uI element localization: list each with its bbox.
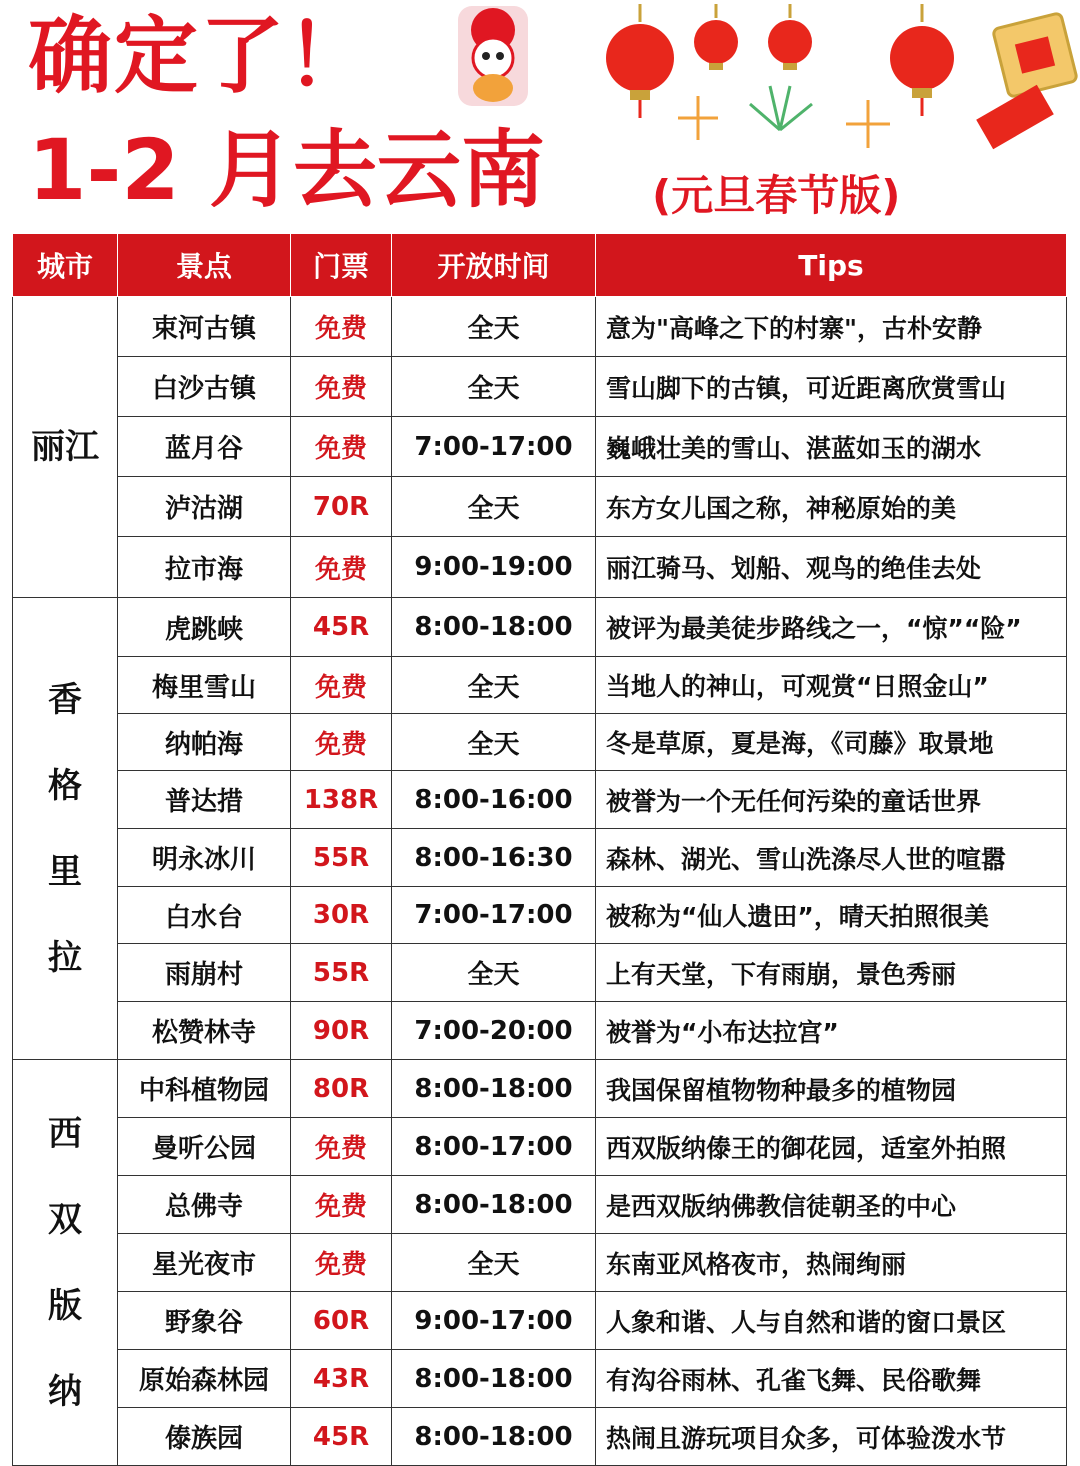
spot-cell: 曼听公园 [118,1118,291,1176]
tip-cell: 西双版纳傣王的御花园，适室外拍照 [596,1118,1067,1176]
table-row [13,598,1067,657]
tip-cell: 当地人的神山，可观赏“日照金山” [596,657,1067,714]
city-cell: 丽江 [13,297,118,598]
spot-cell: 普达措 [118,771,291,829]
ticket-cell: 60R [291,1292,392,1350]
table-row [13,1234,1067,1292]
ticket-cell: 55R [291,829,392,887]
hours-cell: 全天 [392,657,596,714]
table-row [13,1002,1067,1060]
tip-cell: 我国保留植物物种最多的植物园 [596,1060,1067,1118]
ticket-cell: 免费 [291,1234,392,1292]
spot-cell: 纳帕海 [118,714,291,771]
subtitle: (元旦春节版) [652,171,901,220]
ticket-cell: 70R [291,477,392,537]
tip-cell: 有沟谷雨林、孔雀飞舞、民俗歌舞 [596,1350,1067,1408]
hours-cell: 全天 [392,297,596,357]
hours-cell: 8:00-18:00 [392,1060,596,1118]
festive-decoration-illustration [440,0,1080,230]
spot-cell: 明永冰川 [118,829,291,887]
hours-cell: 全天 [392,1234,596,1292]
spot-cell: 泸沽湖 [118,477,291,537]
hours-cell: 8:00-17:00 [392,1118,596,1176]
lantern-icon [694,4,738,70]
hours-cell: 全天 [392,714,596,771]
spot-cell: 虎跳峡 [118,598,291,657]
table-row [13,477,1067,537]
spot-cell: 原始森林园 [118,1350,291,1408]
ticket-cell: 45R [291,1408,392,1466]
tip-cell: 是西双版纳佛教信徒朝圣的中心 [596,1176,1067,1234]
tip-cell: 森林、湖光、雪山洗涤尽人世的喧嚣 [596,829,1067,887]
tip-cell: 丽江骑马、划船、观鸟的绝佳去处 [596,537,1067,598]
spot-cell: 野象谷 [118,1292,291,1350]
ticket-cell: 免费 [291,657,392,714]
spot-cell: 松赞林寺 [118,1002,291,1060]
tip-cell: 人象和谐、人与自然和谐的窗口景区 [596,1292,1067,1350]
ticket-cell: 80R [291,1060,392,1118]
city-cell: 西 双 版 纳 [13,1060,118,1466]
hours-cell: 全天 [392,944,596,1002]
firework-icon [846,100,890,148]
ticket-cell: 免费 [291,714,392,771]
spot-cell: 束河古镇 [118,297,291,357]
lantern-icon [890,4,954,116]
tip-cell: 巍峨壮美的雪山、湛蓝如玉的湖水 [596,417,1067,477]
table-header-row [13,234,1067,297]
tip-cell: 雪山脚下的古镇，可近距离欣赏雪山 [596,357,1067,417]
tip-cell: 意为"高峰之下的村寨"，古朴安静 [596,297,1067,357]
hours-cell: 8:00-16:00 [392,771,596,829]
hours-cell: 8:00-18:00 [392,1350,596,1408]
hours-cell: 8:00-16:30 [392,829,596,887]
table-row [13,357,1067,417]
city-cell: 香 格 里 拉 [13,598,118,1060]
table-row [13,657,1067,714]
palace-lantern-icon [976,13,1077,150]
tip-cell: 被评为最美徒步路线之一，“惊”“险” [596,598,1067,657]
lantern-icon [768,4,812,70]
spot-cell: 白水台 [118,887,291,944]
ticket-cell: 138R [291,771,392,829]
ticket-cell: 免费 [291,297,392,357]
firework-icon [678,96,718,140]
tip-cell: 冬是草原，夏是海，《司藤》取景地 [596,714,1067,771]
ticket-cell: 45R [291,598,392,657]
ticket-cell: 30R [291,887,392,944]
table-row [13,1292,1067,1350]
ticket-cell: 免费 [291,1176,392,1234]
spot-cell: 傣族园 [118,1408,291,1466]
table-row [13,1118,1067,1176]
ticket-cell: 免费 [291,1118,392,1176]
column-header-city: 城市 [13,234,118,297]
table-row [13,771,1067,829]
column-header-ticket: 门票 [291,234,392,297]
hours-cell: 全天 [392,357,596,417]
lion-mascot-icon [458,6,528,106]
spot-cell: 梅里雪山 [118,657,291,714]
table-row [13,297,1067,357]
spot-cell: 雨崩村 [118,944,291,1002]
firework-icon [750,86,812,130]
tip-cell: 被誉为“小布达拉宫” [596,1002,1067,1060]
ticket-cell: 55R [291,944,392,1002]
spot-cell: 蓝月谷 [118,417,291,477]
tip-cell: 东方女儿国之称，神秘原始的美 [596,477,1067,537]
column-header-hours: 开放时间 [392,234,596,297]
hours-cell: 9:00-17:00 [392,1292,596,1350]
table-row [13,944,1067,1002]
spot-cell: 星光夜市 [118,1234,291,1292]
hours-cell: 7:00-17:00 [392,887,596,944]
table-row [13,537,1067,598]
hours-cell: 8:00-18:00 [392,1176,596,1234]
hours-cell: 7:00-20:00 [392,1002,596,1060]
spot-cell: 白沙古镇 [118,357,291,417]
ticket-cell: 免费 [291,537,392,598]
title-line-1: 确定了！ [28,7,373,105]
lantern-icon [606,4,674,118]
spot-cell: 拉市海 [118,537,291,598]
column-header-tips: Tips [596,234,1067,297]
ticket-cell: 90R [291,1002,392,1060]
hours-cell: 7:00-17:00 [392,417,596,477]
ticket-cell: 免费 [291,417,392,477]
table-row [13,829,1067,887]
hours-cell: 全天 [392,477,596,537]
attractions-table [12,233,1067,1466]
table-row [13,714,1067,771]
tip-cell: 被誉为一个无任何污染的童话世界 [596,771,1067,829]
table-row [13,417,1067,477]
tip-cell: 被称为“仙人遗田”，晴天拍照很美 [596,887,1067,944]
table-row [13,1350,1067,1408]
tip-cell: 东南亚风格夜市，热闹绚丽 [596,1234,1067,1292]
title-line-2: 1-2 月去云南 [28,121,546,219]
table-row [13,1060,1067,1118]
hours-cell: 9:00-19:00 [392,537,596,598]
hours-cell: 8:00-18:00 [392,598,596,657]
hours-cell: 8:00-18:00 [392,1408,596,1466]
ticket-cell: 免费 [291,357,392,417]
tip-cell: 上有天堂，下有雨崩，景色秀丽 [596,944,1067,1002]
column-header-spot: 景点 [118,234,291,297]
table-row [13,1408,1067,1466]
table-row [13,1176,1067,1234]
tip-cell: 热闹且游玩项目众多，可体验泼水节 [596,1408,1067,1466]
spot-cell: 中科植物园 [118,1060,291,1118]
table-row [13,887,1067,944]
ticket-cell: 43R [291,1350,392,1408]
spot-cell: 总佛寺 [118,1176,291,1234]
